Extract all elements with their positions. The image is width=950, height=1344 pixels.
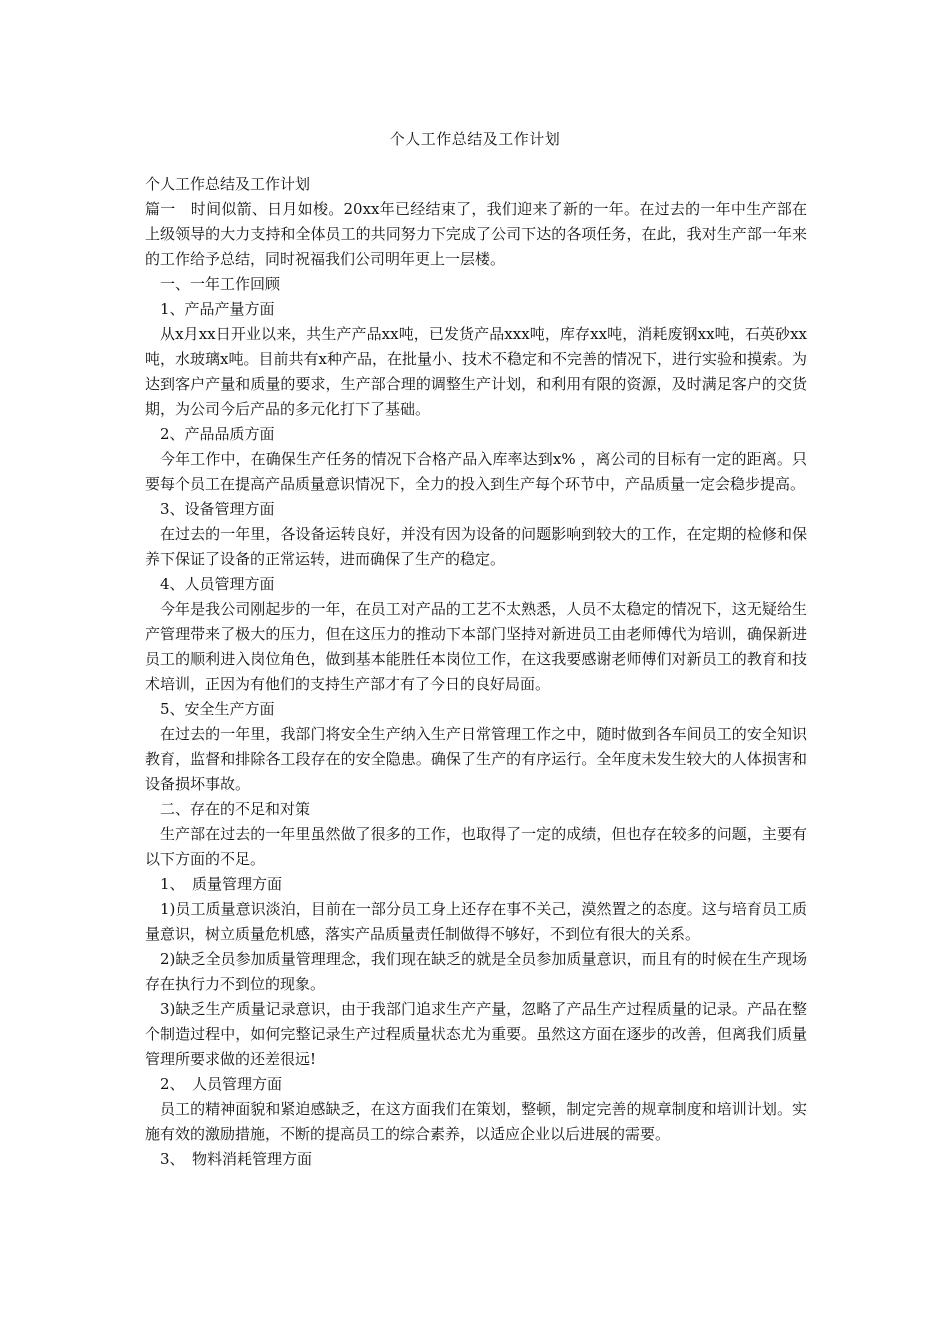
paragraph: 4、人员管理方面 [160, 575, 275, 593]
paragraph: 在过去的一年里，我部门将安全生产纳入生产日常管理工作之中，随时做到各车间员工的安全知识教育，监督和排除各工段存在的安全隐患。确保了生产的有序运行。全年度未发生较大的人体损害和设备损坏事故。 [145, 725, 807, 793]
paragraph: 2、产品品质方面 [160, 425, 275, 443]
paragraph: 3、设备管理方面 [160, 500, 275, 518]
paragraph: 1)员工质量意识淡泊，目前在一部分员工身上还存在事不关己，漠然置之的态度。这与培育员工质量意识，树立质量危机感，落实产品质量责任制做得不够好，不到位有很大的关系。 [145, 900, 807, 943]
paragraph: 生产部在过去的一年里虽然做了很多的工作，也取得了一定的成绩，但也存在较多的问题，主要有以下方面的不足。 [145, 825, 807, 868]
paragraph: 5、安全生产方面 [160, 700, 275, 718]
paragraph: 2)缺乏全员参加质量管理理念，我们现在缺乏的就是全员参加质量意识，而且有的时候在生产现场存在执行力不到位的现象。 [145, 950, 807, 993]
paragraph: 篇一 时间似箭、日月如梭。20xx年已经结束了，我们迎来了新的一年。在过去的一年中生产部在上级领导的大力支持和全体员工的共同努力下完成了公司下达的各项任务，在此，我对生产部一年来的工作给予总结，同时祝福我们公司明年更上一层楼。 [145, 200, 807, 268]
paragraph: 3)缺乏生产质量记录意识，由于我部门追求生产产量，忽略了产品生产过程质量的记录。产品在整个制造过程中，如何完整记录生产过程质量状态尤为重要。虽然这方面在逐步的改善，但离我们质量管理所要求做的还差很远! [145, 1000, 807, 1068]
paragraph: 个人工作总结及工作计划 [145, 175, 311, 193]
paragraph: 二、存在的不足和对策 [160, 800, 311, 818]
paragraph: 2、 人员管理方面 [160, 1075, 283, 1093]
paragraph: 在过去的一年里，各设备运转良好，并没有因为设备的问题影响到较大的工作，在定期的检修和保养下保证了设备的正常运转，进而确保了生产的稳定。 [145, 525, 807, 568]
paragraph: 员工的精神面貌和紧迫感缺乏，在这方面我们在策划，整顿，制定完善的规章制度和培训计划。实施有效的激励措施，不断的提高员工的综合素养，以适应企业以后进展的需要。 [145, 1100, 807, 1143]
paragraph: 今年工作中，在确保生产任务的情况下合格产品入库率达到x% ，离公司的目标有一定的距离。只要每个员工在提高产品质量意识情况下，全力的投入到生产每个环节中，产品质量一定会稳步提高。 [145, 450, 807, 493]
paragraph: 一、一年工作回顾 [160, 275, 281, 293]
paragraph: 从x月xx日开业以来，共生产产品xx吨，已发货产品xxx吨，库存xx吨，消耗废钢xx吨，石英砂xx吨，水玻璃x吨。目前共有x种产品，在批量小、技术不稳定和不完善的情况下，进行实验和摸索。为达到客户产量和质量的要求，生产部合理的调整生产计划，和利用有限的资源，及时满足客户的交货期，为公司今后产品的多元化打下了基础。 [145, 325, 807, 418]
paragraph: 3、 物料消耗管理方面 [160, 1150, 313, 1168]
paragraph: 1、 质量管理方面 [160, 875, 283, 893]
paragraph: 今年是我公司刚起步的一年，在员工对产品的工艺不太熟悉，人员不太稳定的情况下，这无疑给生产管理带来了极大的压力，但在这压力的推动下本部门坚持对新进员工由老师傅代为培训，确保新进员工的顺利进入岗位角色，做到基本能胜任本岗位工作，在这我要感谢老师傅们对新员工的教育和技术培训，正因为有他们的支持生产部才有了今日的良好局面。 [145, 600, 807, 693]
document-title: 个人工作总结及工作计划 [389, 130, 561, 148]
paragraph: 1、产品产量方面 [160, 300, 275, 318]
document-body [145, 172, 807, 1172]
